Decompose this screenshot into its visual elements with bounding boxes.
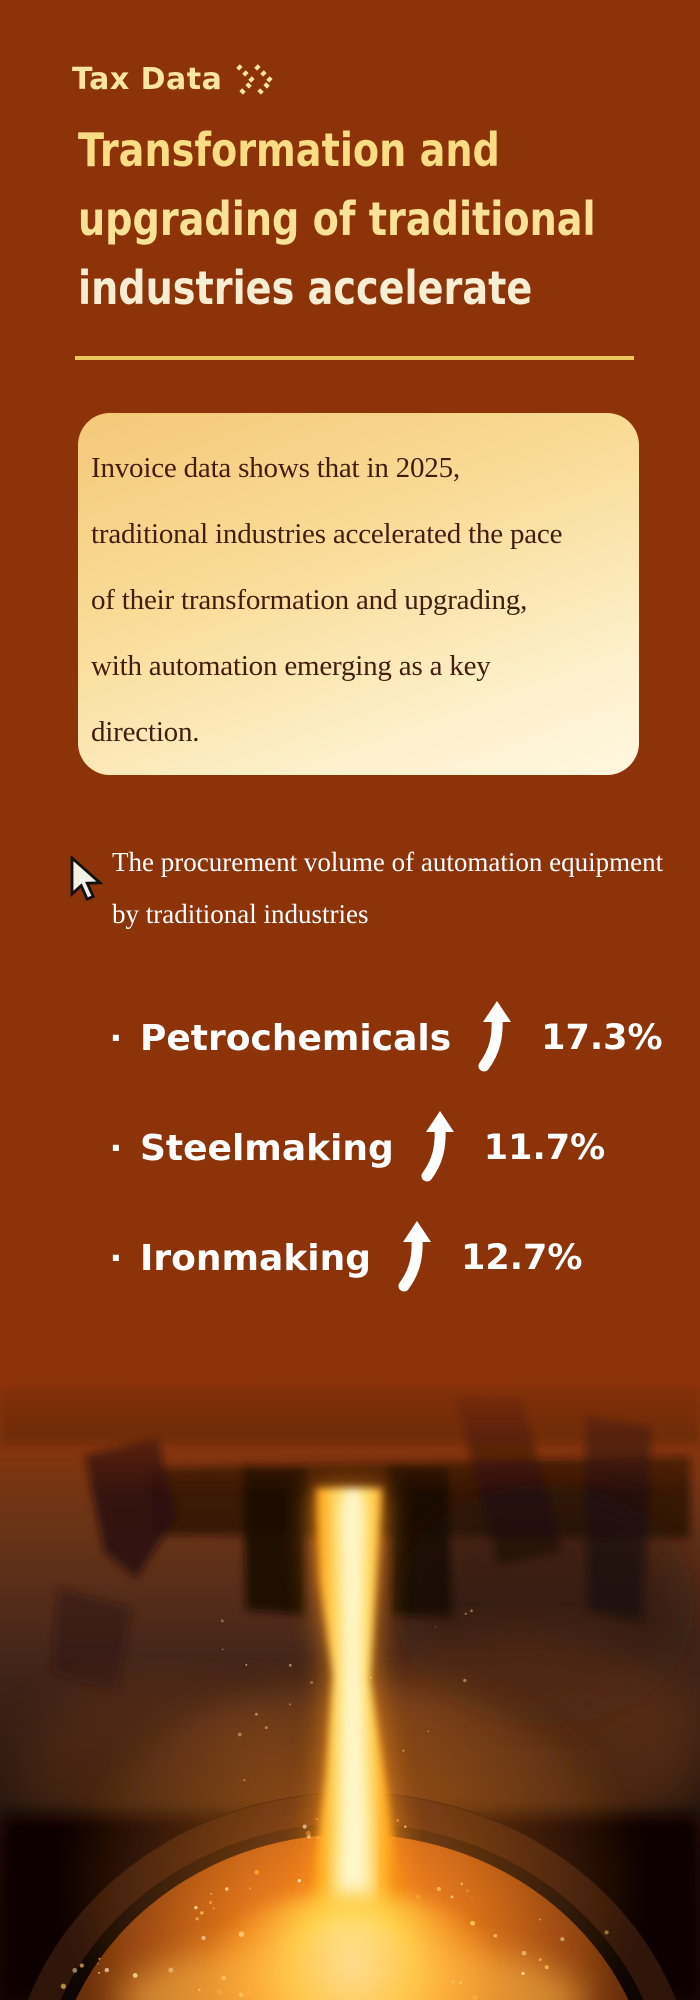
divider-line (75, 356, 634, 360)
summary-line: Invoice data shows that in 2025, (91, 452, 460, 484)
page-title-line: Transformation and (78, 123, 500, 177)
summary-card (78, 413, 639, 775)
stat-row-petrochemicals (110, 1001, 670, 1075)
top-fade (0, 1360, 700, 1495)
stat-value: 17.3% (541, 1018, 663, 1058)
stat-label: Ironmaking (140, 1237, 371, 1279)
stats-list (110, 1001, 670, 1331)
page-title (78, 116, 596, 323)
bullet-dot: · (110, 1234, 124, 1281)
double-chevron-icon (234, 62, 280, 100)
stat-label: Steelmaking (140, 1127, 394, 1169)
procurement-caption (112, 836, 663, 940)
stat-value: 11.7% (483, 1128, 606, 1168)
mouse-cursor-icon (68, 856, 104, 906)
molten-metal-pour-photo (0, 1360, 700, 2000)
summary-line: direction. (91, 716, 200, 748)
increase-arrow-icon (397, 1221, 437, 1295)
summary-line: of their transformation and upgrading, (91, 584, 528, 616)
kicker (72, 58, 280, 100)
increase-arrow-icon (477, 1001, 517, 1075)
stat-value: 12.7% (461, 1238, 583, 1278)
bullet-dot: · (110, 1124, 124, 1171)
summary-line: with automation emerging as a key (91, 650, 491, 682)
summary-text (78, 413, 639, 765)
stat-row-steelmaking (110, 1111, 670, 1185)
procurement-line: The procurement volume of automation equipment (112, 847, 664, 877)
summary-line: traditional industries accelerated the pace (91, 518, 563, 550)
increase-arrow-icon (420, 1111, 460, 1185)
stat-row-ironmaking (110, 1221, 670, 1295)
foundry-scene (0, 1360, 700, 2000)
procurement-line: by traditional industries (112, 899, 369, 929)
bullet-dot: · (110, 1014, 124, 1061)
stat-label: Petrochemicals (140, 1017, 452, 1059)
page-title-line: industries accelerate (78, 261, 533, 315)
kicker-label: Tax Data (72, 61, 223, 97)
page-title-line: upgrading of traditional (78, 192, 596, 246)
